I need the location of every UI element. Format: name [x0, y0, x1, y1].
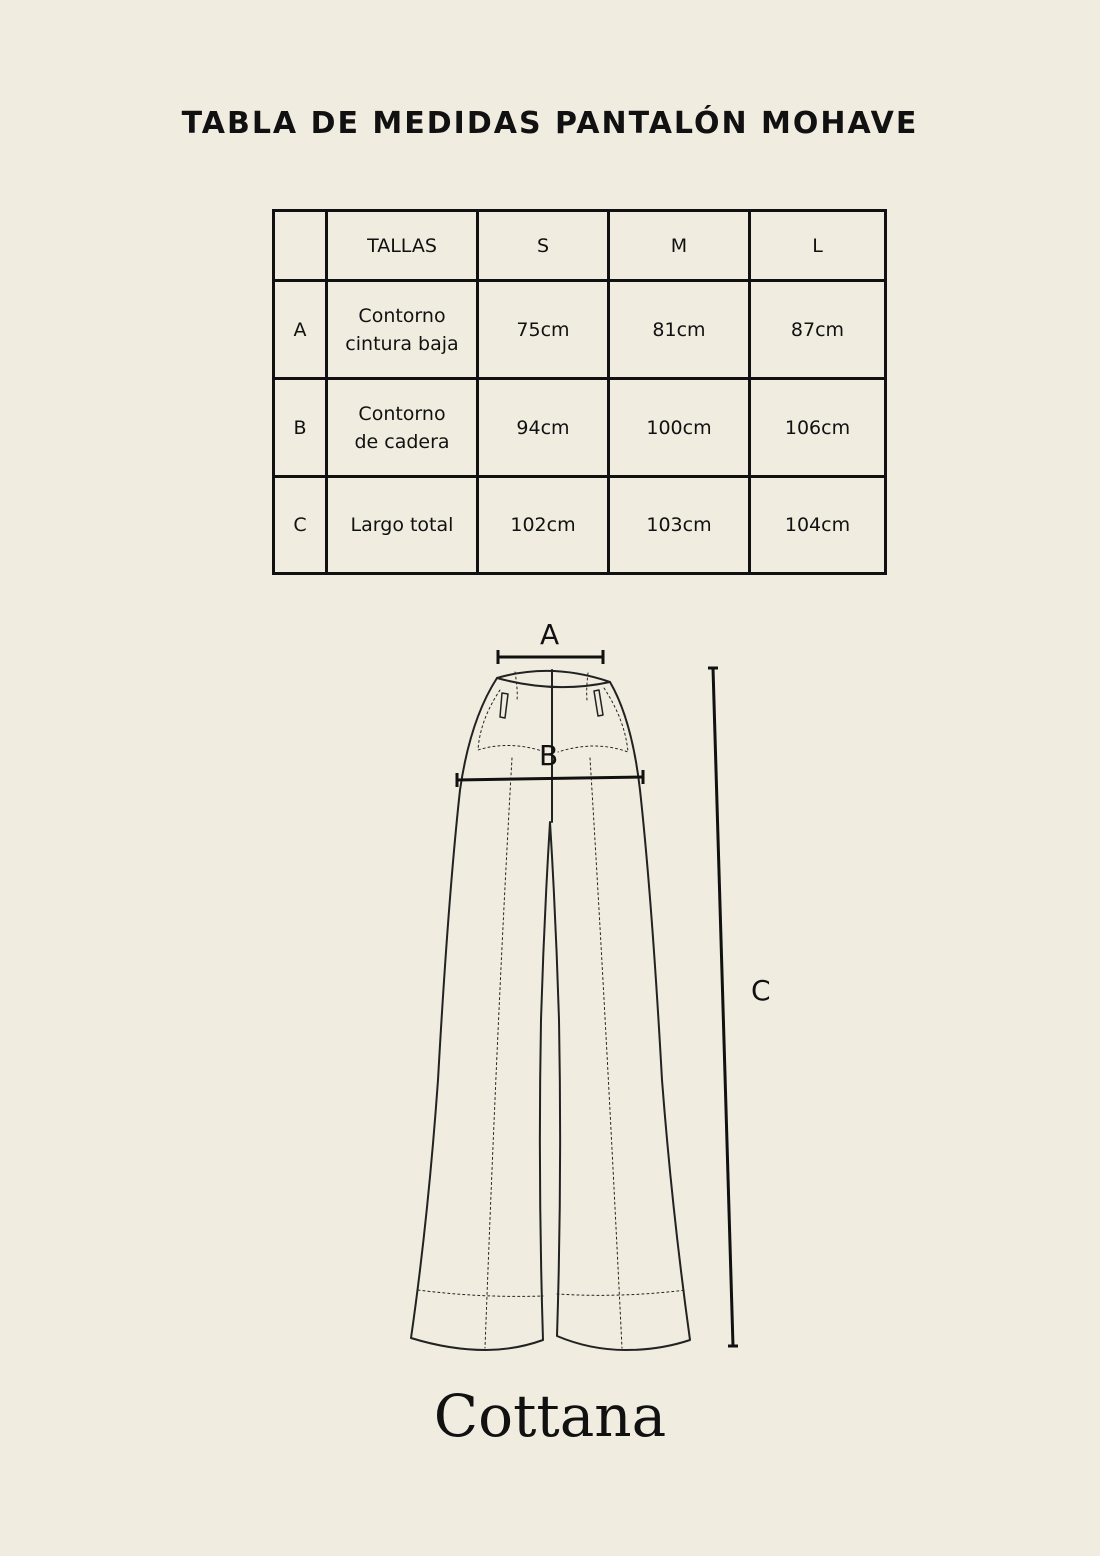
- hem-left: [418, 1290, 543, 1296]
- measure-line: Contorno: [358, 304, 446, 327]
- cell-m: 103cm: [609, 477, 750, 574]
- table-header-cell: M: [609, 211, 750, 281]
- table-header-cell: TALLAS: [327, 211, 478, 281]
- row-measure: Largo total: [327, 477, 478, 574]
- measure-line: cintura baja: [345, 332, 459, 355]
- table-header-cell: L: [750, 211, 886, 281]
- table-header-cell: S: [478, 211, 609, 281]
- label-b: B: [539, 739, 559, 772]
- pocket-right: [594, 690, 603, 716]
- measure-line: Contorno: [358, 402, 446, 425]
- cell-s: 75cm: [478, 281, 609, 379]
- cell-m: 100cm: [609, 379, 750, 477]
- pocket-stitch-left: [478, 690, 545, 752]
- cell-l: 106cm: [750, 379, 886, 477]
- measure-line-c: [713, 668, 733, 1346]
- crease-right: [590, 758, 622, 1348]
- cell-s: 102cm: [478, 477, 609, 574]
- brand-logo: Cottana: [433, 1382, 667, 1450]
- row-key: B: [274, 379, 327, 477]
- label-a: A: [540, 618, 560, 651]
- hem-right: [557, 1290, 686, 1295]
- cell-m: 81cm: [609, 281, 750, 379]
- label-c: C: [751, 974, 771, 1007]
- cell-s: 94cm: [478, 379, 609, 477]
- cell-l: 104cm: [750, 477, 886, 574]
- crease-left: [485, 758, 512, 1348]
- pocket-left: [500, 693, 508, 718]
- page-title: TABLA DE MEDIDAS PANTALÓN MOHAVE: [181, 106, 919, 141]
- row-key: A: [274, 281, 327, 379]
- measure-line: de cadera: [354, 430, 450, 453]
- row-key: C: [274, 477, 327, 574]
- cell-l: 87cm: [750, 281, 886, 379]
- waistband-outline: [497, 671, 610, 687]
- measure-line-b: [457, 777, 643, 780]
